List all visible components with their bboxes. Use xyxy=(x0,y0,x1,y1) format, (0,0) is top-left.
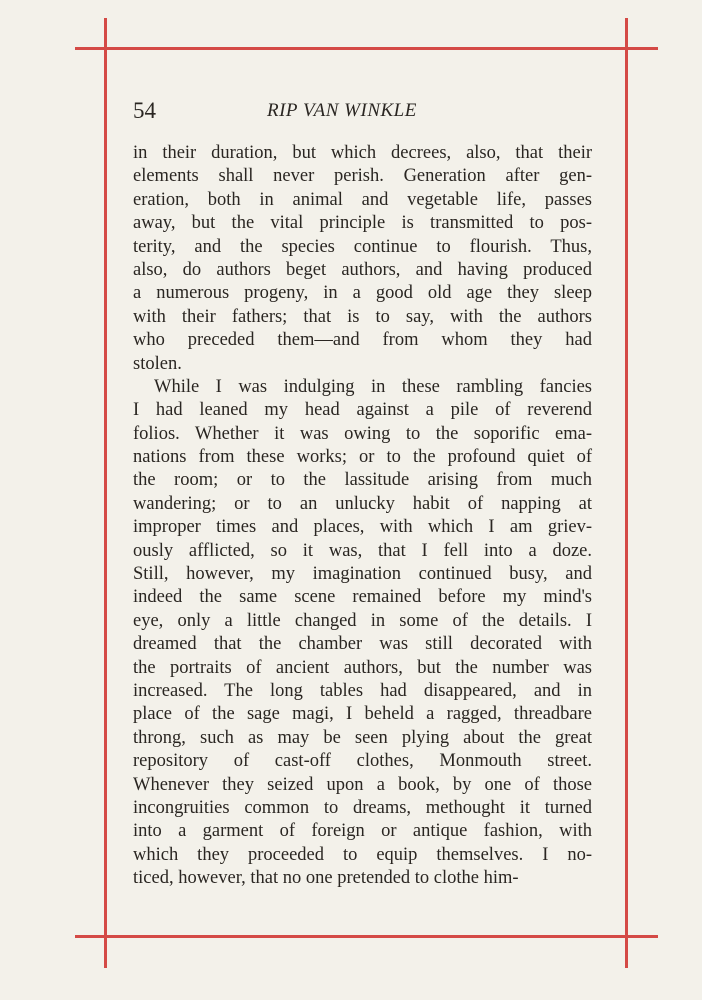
body-text xyxy=(133,142,592,891)
text-line: the portraits of ancient authors, but the number was xyxy=(133,657,592,678)
text-line: ously afflicted, so it was, that I fell into a doze. xyxy=(133,540,592,561)
text-line: Whenever they seized upon a book, by one of those xyxy=(133,774,592,795)
text-line: indeed the same scene remained before my mind's xyxy=(133,587,592,608)
text-line: into a garment of foreign or antique fashion, with xyxy=(133,821,592,842)
text-line: which they proceeded to equip themselves. I no- xyxy=(133,844,592,865)
text-line: away, but the vital principle is transmitted to pos- xyxy=(133,213,592,234)
text-line: wandering; or to an unlucky habit of napping at xyxy=(133,493,592,514)
text-line: repository of cast-off clothes, Monmouth street. xyxy=(133,751,592,772)
text-line: ticed, however, that no one pretended to clothe him- xyxy=(133,868,519,889)
running-title: RIP VAN WINKLE xyxy=(267,100,417,121)
text-line: folios. Whether it was owing to the soporific ema- xyxy=(133,423,592,444)
text-line: While I was indulging in these rambling fancies xyxy=(154,376,592,397)
text-line: eration, both in animal and vegetable life, passes xyxy=(133,189,592,210)
text-line: a numerous progeny, in a good old age they sleep xyxy=(133,283,592,304)
text-line: incongruities common to dreams, methought it turned xyxy=(133,797,592,818)
paragraph xyxy=(133,142,592,376)
text-line: also, do authors beget authors, and having produced xyxy=(133,259,592,280)
text-line: eye, only a little changed in some of the details. I xyxy=(133,610,592,631)
text-line: who preceded them—and from whom they had xyxy=(133,330,592,351)
text-line: the room; or to the lassitude arising from much xyxy=(133,470,592,491)
border-rule-left xyxy=(104,18,107,968)
text-line: Still, however, my imagination continued busy, and xyxy=(133,564,592,585)
text-line: I had leaned my head against a pile of reverend xyxy=(133,400,592,421)
text-line: dreamed that the chamber was still decorated with xyxy=(133,634,592,655)
border-rule-top xyxy=(75,47,658,50)
text-line: improper times and places, with which I am griev- xyxy=(133,517,592,538)
text-line: stolen. xyxy=(133,353,182,374)
border-rule-bottom xyxy=(75,935,658,938)
text-line: throng, such as may be seen plying about the great xyxy=(133,727,592,748)
page-number: 54 xyxy=(133,98,156,123)
text-line: terity, and the species continue to flourish. Thus, xyxy=(133,236,592,257)
text-line: increased. The long tables had disappeared, and in xyxy=(133,680,592,701)
text-line: with their fathers; that is to say, with the authors xyxy=(133,306,592,327)
paragraph xyxy=(133,376,592,891)
text-line: nations from these works; or to the profound quiet of xyxy=(133,447,592,468)
text-line: in their duration, but which decrees, also, that their xyxy=(133,143,592,163)
page-header xyxy=(133,96,594,126)
border-rule-right xyxy=(625,18,628,968)
text-line: elements shall never perish. Generation after gen- xyxy=(133,166,592,187)
text-line: place of the sage magi, I beheld a ragged, threadbare xyxy=(133,704,592,725)
